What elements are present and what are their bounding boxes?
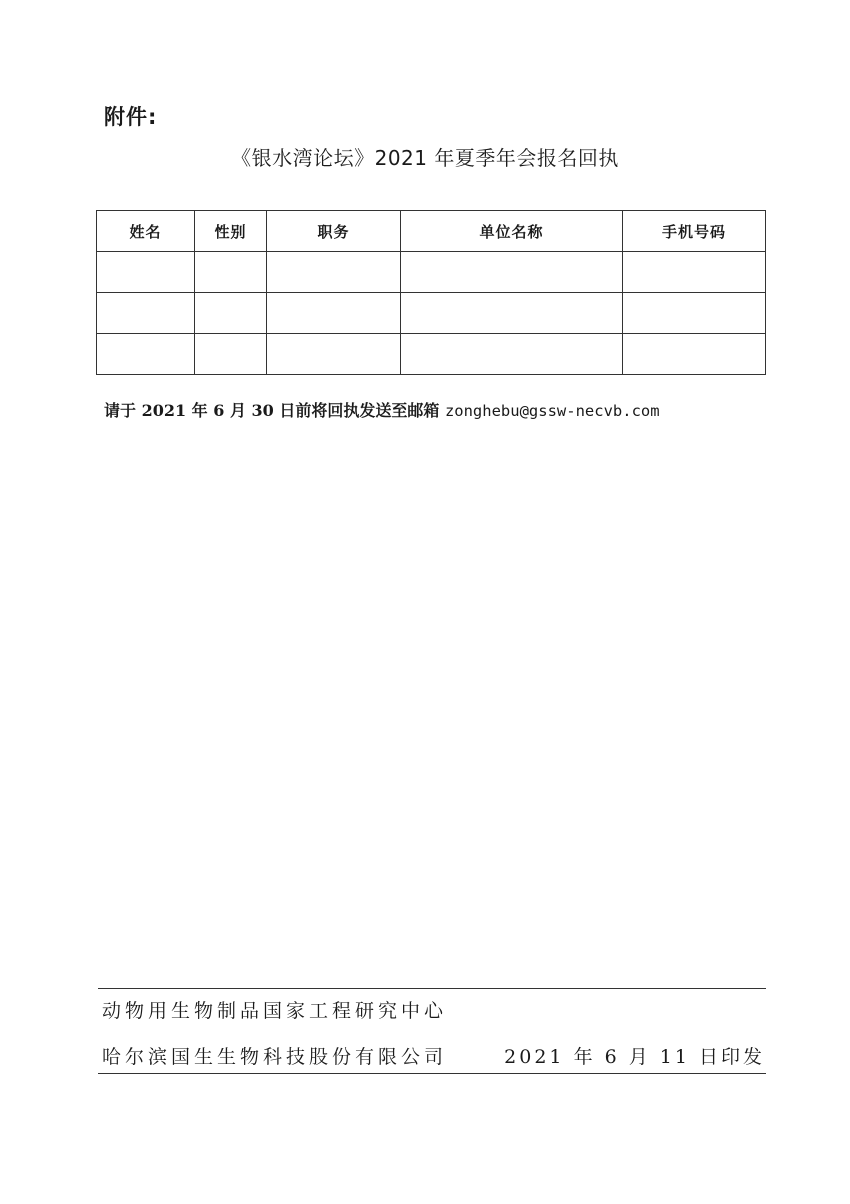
cell-position[interactable] [267,334,401,375]
footer-bottom-divider [98,1073,766,1074]
header-name: 姓名 [97,211,195,252]
cell-name[interactable] [97,293,195,334]
cell-organization[interactable] [401,252,623,293]
document-title: 《银水湾论坛》2021 年夏季年会报名回执 [231,146,619,170]
table-row [97,334,766,375]
cell-gender[interactable] [195,252,267,293]
header-phone: 手机号码 [623,211,766,252]
submission-note-text: 请于 2021 年 6 月 30 日前将回执发送至邮箱 [104,401,445,420]
cell-position[interactable] [267,293,401,334]
cell-organization[interactable] [401,334,623,375]
table-row [97,293,766,334]
cell-name[interactable] [97,334,195,375]
registration-table [96,210,766,375]
table-row [97,252,766,293]
attachment-label: 附件: [104,105,158,129]
table-header-row [97,211,766,252]
cell-gender[interactable] [195,334,267,375]
issuer-line-2: 哈尔滨国生生物科技股份有限公司 [102,1046,448,1068]
cell-phone[interactable] [623,334,766,375]
cell-organization[interactable] [401,293,623,334]
submission-email[interactable]: zonghebu@gssw-necvb.com [444,402,660,420]
cell-name[interactable] [97,252,195,293]
cell-gender[interactable] [195,293,267,334]
submission-note [104,398,660,421]
issuer-line-1: 动物用生物制品国家工程研究中心 [102,1000,448,1022]
header-position: 职务 [267,211,401,252]
header-organization: 单位名称 [401,211,623,252]
cell-phone[interactable] [623,252,766,293]
footer-top-divider [98,988,766,989]
issue-date: 2021 年 6 月 11 日印发 [504,1046,765,1068]
cell-position[interactable] [267,252,401,293]
header-gender: 性别 [195,211,267,252]
cell-phone[interactable] [623,293,766,334]
